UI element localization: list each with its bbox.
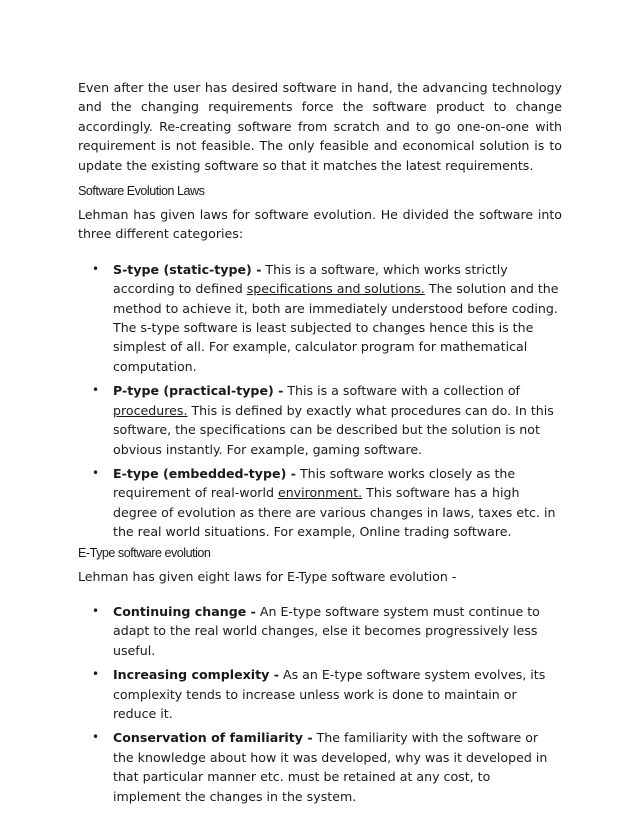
item-text: This is defined by exactly what procedures can do. In this software, the specifications can be described but the solution is not obvious instantly. For example, gaming software.: [113, 402, 554, 457]
list-item-p-type: [78, 381, 562, 459]
list-item-conservation-of-familiarity: [78, 728, 562, 806]
item-text: This is a software with a collection of: [283, 383, 520, 399]
link-procedures[interactable]: procedures.: [113, 402, 188, 418]
item-title: P-type (practical-type) -: [113, 383, 284, 399]
item-title: E-type (embedded-type) -: [113, 465, 296, 481]
section1-paragraph: Lehman has given laws for software evolution. He divided the software into three different categories:: [78, 207, 562, 242]
list-item-increasing-complexity: [78, 665, 562, 723]
item-title: S-type (static-type) -: [113, 261, 262, 277]
item-title: Continuing change -: [113, 603, 256, 619]
bullet-icon: •: [92, 261, 100, 276]
bullet-icon: •: [92, 730, 100, 745]
item-text: The familiarity with the software or the knowledge about how it was developed, why was it developed in that particular manner etc. must be retained at any cost, to implement the changes in the system.: [113, 730, 548, 804]
item-text: As an E-type software system evolves, its complexity tends to increase unless work is done to maintain or reduce it.: [113, 667, 546, 721]
bullet-icon: •: [92, 603, 100, 618]
link-environment[interactable]: environment.: [277, 485, 363, 501]
list-item-continuing-change: [78, 602, 562, 660]
software-types-list: [78, 260, 562, 542]
item-text: The solution and the method to achieve it, both are immediately understood before coding. The s-type software is least subjected to changes hence this is the simplest of all. For example, calculator program for mathematical computation.: [113, 281, 559, 374]
link-specifications[interactable]: specifications and solutions.: [246, 281, 425, 297]
item-text: This is a software, which works strictly according to defined: [113, 261, 508, 297]
document-body: [78, 78, 562, 811]
item-text: This software works closely as the requirement of real-world: [113, 465, 516, 501]
bullet-icon: •: [92, 667, 100, 682]
item-text: This software has a high degree of evolution as there are various changes in laws, taxes etc. in the real world situations. For example, Online trading software.: [113, 485, 556, 540]
bullet-icon: •: [92, 383, 100, 398]
bullet-icon: •: [92, 465, 100, 480]
item-title: Conservation of familiarity -: [113, 730, 313, 746]
list-item-e-type: [78, 464, 562, 542]
intro-paragraph: Even after the user has desired software in hand, the advancing technology and the changing requirements force the software product to change accordingly. Re-creating software from scratch and to go one-on-one with requirement is not feasible. The only feasible and economical solution is to update the existing software so that it matches the latest requirements.: [78, 80, 562, 173]
item-title: Increasing complexity -: [113, 667, 279, 683]
section2-paragraph: Lehman has given eight laws for E-Type software evolution -: [78, 568, 457, 584]
section-heading-software-evolution-laws: Software Evolution Laws: [78, 184, 205, 199]
list-item-s-type: [78, 260, 562, 376]
e-type-laws-list: [78, 602, 562, 806]
section-heading-e-type-evolution: E-Type software evolution: [78, 545, 211, 560]
item-text: An E-type software system must continue to adapt to the real world changes, else it becomes progressively less useful.: [113, 603, 540, 658]
